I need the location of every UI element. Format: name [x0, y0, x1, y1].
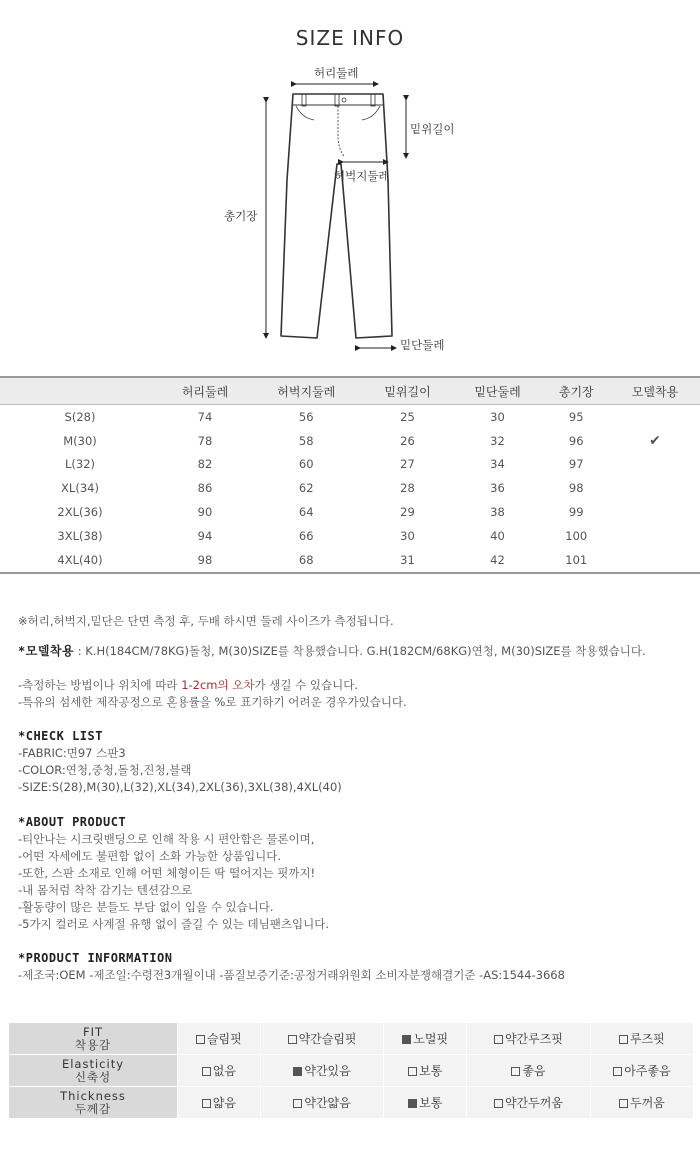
feel-row [9, 1055, 694, 1087]
feel-row-label [9, 1087, 178, 1119]
about-heading: *ABOUT PRODUCT [18, 815, 127, 829]
page-title: SIZE INFO [295, 26, 405, 50]
empty-box-icon [293, 1099, 302, 1108]
size-table-header-cell: 밑위길이 [363, 377, 453, 405]
size-table-header-cell: 허벅지둘레 [250, 377, 363, 405]
product-info-section [18, 950, 688, 984]
feel-option [260, 1055, 384, 1087]
about-line: -활동량이 많은 분들도 부담 없이 입을 수 있습니다. [18, 900, 274, 914]
table-cell: 32 [490, 433, 505, 448]
model-check-cell: ✔ [649, 432, 661, 449]
feel-option-label: 두꺼움 [630, 1096, 665, 1110]
feel-option [590, 1087, 693, 1119]
table-row [0, 453, 700, 477]
feel-option [467, 1055, 591, 1087]
table-row [0, 429, 700, 453]
feel-label-en: Elasticity [61, 1056, 125, 1071]
rise-label: 밑위길이 [410, 122, 455, 136]
checklist-color: -COLOR:연청,중청,돌청,진청,블랙 [18, 763, 192, 777]
empty-box-icon [619, 1035, 628, 1044]
table-row [0, 476, 700, 500]
feel-option-label: 보통 [419, 1064, 443, 1078]
feel-table [8, 1022, 694, 1119]
table-cell: 74 [197, 409, 213, 424]
feel-option-label: 좋음 [522, 1064, 546, 1078]
feel-option-label: 슬림핏 [206, 1032, 242, 1046]
table-cell: 99 [568, 505, 584, 520]
waist-label: 허리둘레 [314, 66, 359, 80]
model-check-cell [610, 476, 700, 500]
feel-option [467, 1023, 591, 1055]
size-table-header-cell [0, 377, 160, 405]
table-cell: 36 [490, 481, 505, 496]
feel-option-label: 약간두꺼움 [504, 1096, 563, 1110]
table-cell: 64 [298, 505, 314, 520]
feel-option-label: 약간얇음 [304, 1096, 351, 1110]
about-line: -또한, 스판 소재로 인해 어떤 체형이든 딱 떨어지는 핏까지! [18, 866, 316, 880]
empty-box-icon [288, 1035, 297, 1044]
table-cell: 25 [400, 409, 415, 424]
hem-label: 밑단둘레 [400, 338, 445, 352]
feel-option [384, 1023, 467, 1055]
table-cell: 95 [568, 409, 584, 424]
thigh-label: 허벅지둘레 [334, 169, 390, 183]
model-check-cell [610, 453, 700, 477]
table-row [0, 524, 700, 548]
checklist-heading: *CHECK LIST [18, 729, 103, 743]
table-cell: 34 [490, 457, 505, 472]
measure-note [18, 613, 688, 630]
table-cell: XL(34) [61, 481, 99, 496]
model-note [18, 643, 688, 660]
empty-box-icon [494, 1099, 503, 1108]
table-cell: 96 [568, 433, 584, 448]
feel-option-label: 약간루즈핏 [504, 1032, 563, 1046]
table-cell: 78 [197, 433, 213, 448]
error-note-pre: -측정하는 방법이나 위치에 따라 [18, 678, 182, 692]
table-cell: 2XL(36) [57, 505, 103, 520]
empty-box-icon [196, 1035, 205, 1044]
table-cell: 31 [363, 548, 453, 573]
feel-option [260, 1087, 384, 1119]
checklist-size: -SIZE:S(28),M(30),L(32),XL(34),2XL(36),3XL(38),4XL(40) [18, 780, 342, 794]
model-check-cell [610, 548, 700, 573]
table-cell: 40 [490, 528, 505, 543]
model-note-heading: *모델착용 [18, 644, 75, 658]
table-row [0, 548, 700, 573]
table-cell: 30 [400, 528, 415, 543]
feel-label-ko: 신축성 [74, 1069, 112, 1084]
table-cell: 29 [400, 505, 415, 520]
table-cell: 38 [490, 505, 505, 520]
empty-box-icon [511, 1067, 520, 1076]
measure-note-text: ※허리,허벅지,밑단은 단면 측정 후, 두배 하시면 둘레 사이즈가 측정됩니다. [18, 614, 394, 628]
model-check-cell [610, 405, 700, 429]
table-cell: 82 [197, 457, 213, 472]
table-cell: 30 [490, 409, 505, 424]
feel-option-label: 얇음 [212, 1096, 236, 1110]
feel-option-label: 노멀핏 [413, 1032, 449, 1046]
table-cell: 26 [400, 433, 415, 448]
table-cell: 28 [400, 481, 415, 496]
feel-option [260, 1023, 384, 1055]
feel-row [9, 1087, 694, 1119]
table-cell: 86 [197, 481, 213, 496]
feel-option [178, 1055, 261, 1087]
product-info-heading: *PRODUCT INFORMATION [18, 951, 173, 965]
feel-label-ko: 착용감 [74, 1037, 112, 1052]
error-note-highlight: 1-2cm의 오차 [181, 678, 255, 692]
empty-box-icon [619, 1099, 628, 1108]
table-cell: 58 [298, 433, 314, 448]
feel-option [590, 1023, 693, 1055]
about-line: -티안나는 시크릿밴딩으로 인해 착용 시 편안함은 물론이며, [18, 832, 315, 846]
size-table-header-cell: 허리둘레 [160, 377, 250, 405]
empty-box-icon [494, 1035, 503, 1044]
empty-box-icon [202, 1067, 211, 1076]
error-note-post: 가 생길 수 있습니다. [254, 678, 358, 692]
empty-box-icon [613, 1067, 622, 1076]
feel-option [384, 1087, 467, 1119]
table-cell: 98 [568, 481, 584, 496]
feel-option [590, 1055, 693, 1087]
table-cell: 27 [400, 457, 415, 472]
feel-option [467, 1087, 591, 1119]
table-cell: S(28) [64, 409, 96, 424]
model-note-text: : K.H(184CM/78KG)돌청, M(30)SIZE를 착용했습니다. G.H(182CM/68KG)연청, M(30)SIZE를 착용했습니다. [74, 644, 646, 658]
about-section [18, 814, 688, 933]
empty-box-icon [408, 1067, 417, 1076]
checked-box-icon [402, 1035, 411, 1044]
empty-box-icon [202, 1099, 211, 1108]
feel-option-label: 약간슬림핏 [298, 1032, 357, 1046]
feel-option-label: 없음 [212, 1064, 236, 1078]
checked-box-icon [293, 1067, 302, 1076]
table-cell: L(32) [64, 457, 95, 472]
about-line: -5가지 컬러로 사계절 유행 없이 즐길 수 있는 데님팬츠입니다. [18, 917, 329, 931]
table-row [0, 405, 700, 429]
feel-option [384, 1055, 467, 1087]
model-check-cell [610, 524, 700, 548]
feel-row-label [9, 1055, 178, 1087]
pants-diagram [210, 60, 490, 360]
table-cell: 100 [565, 528, 588, 543]
table-cell: 97 [568, 457, 584, 472]
checklist-fabric: -FABRIC:면97 스판3 [18, 746, 126, 760]
table-cell: 62 [298, 481, 314, 496]
size-table-header-cell: 총기장 [543, 377, 611, 405]
table-cell: 66 [298, 528, 314, 543]
table-cell: 42 [453, 548, 543, 573]
table-cell: 4XL(40) [0, 548, 160, 573]
table-cell: 68 [250, 548, 363, 573]
size-table-header-cell: 밑단둘레 [453, 377, 543, 405]
table-cell: 60 [298, 457, 314, 472]
feel-option-label: 아주좋음 [624, 1064, 671, 1078]
feel-option [178, 1023, 261, 1055]
table-cell: 94 [197, 528, 213, 543]
feel-row-label [9, 1023, 178, 1055]
checklist-section [18, 728, 688, 796]
table-cell: 101 [543, 548, 611, 573]
feel-label-en: FIT [82, 1024, 104, 1039]
length-label: 총기장 [224, 209, 258, 223]
size-table-header [0, 377, 700, 405]
table-cell: 98 [160, 548, 250, 573]
table-row [0, 500, 700, 524]
table-cell: M(30) [63, 433, 97, 448]
about-line: -내 몸처럼 착착 감기는 텐션감으로 [18, 883, 193, 897]
feel-option-label: 약간있음 [304, 1064, 351, 1078]
model-check-cell [610, 500, 700, 524]
feel-option-label: 보통 [419, 1096, 443, 1110]
size-table-header-cell: 모델착용 [610, 377, 700, 405]
table-cell: 3XL(38) [57, 528, 103, 543]
product-info-text: -제조국:OEM -제조일:수령전3개월이내 -품질보증기준:공정거래위원회 소비자분쟁해결기준 -AS:1544-3668 [18, 968, 565, 982]
feel-option-label: 루즈핏 [630, 1032, 665, 1046]
feel-label-ko: 두께감 [74, 1101, 112, 1116]
size-table [0, 376, 700, 574]
about-line: -어떤 자세에도 불편함 없이 소화 가능한 상품입니다. [18, 849, 282, 863]
feel-row [9, 1023, 694, 1055]
feel-option [178, 1087, 261, 1119]
error-note [18, 677, 688, 711]
blend-note: -특유의 섬세한 제작공정으로 혼용률을 %로 표기하기 어려운 경우가있습니다. [18, 695, 407, 709]
table-cell: 56 [298, 409, 314, 424]
feel-label-en: Thickness [60, 1088, 126, 1103]
checked-box-icon [408, 1099, 417, 1108]
table-cell: 90 [197, 505, 213, 520]
